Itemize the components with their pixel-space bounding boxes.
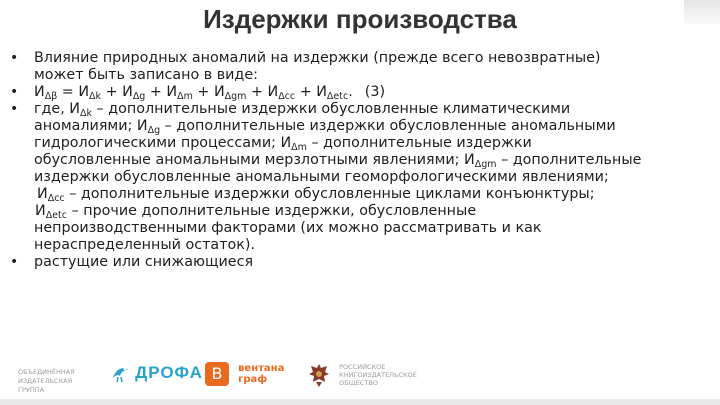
bullet-text-line: Влияние природных аномалий на издержки (прежде всего невозвратные) (34, 50, 601, 66)
drofa-bird-icon (110, 362, 130, 384)
ogi-logo: ОБЪЕДИНЁННАЯ ИЗДАТЕЛЬСКАЯ ГРУППА (18, 368, 75, 394)
rko-logo-text: РОССИЙСКОЕ КНИГОИЗДАТЕЛЬСКОЕ ОБЩЕСТВО (339, 363, 417, 387)
ventana-graf-logo (205, 362, 284, 386)
formula-subscript: Δgm (224, 91, 247, 102)
bullet-growing (10, 254, 700, 271)
formula-expression (34, 84, 353, 100)
drofa-logo-text: ДРОФА (135, 363, 203, 382)
bullet-text-line: растущие или снижающиеся (34, 254, 254, 270)
formula (34, 84, 700, 101)
formula-subscript: Δm (177, 91, 193, 102)
bullet-formula (10, 84, 700, 101)
eagle-emblem-icon (308, 362, 330, 388)
publisher-footer (0, 358, 720, 405)
formula-term: + И (246, 84, 279, 100)
ventana-logo-text: вентана граф (238, 363, 285, 385)
equation-number: (3) (364, 84, 386, 100)
formula-term: + И (145, 84, 178, 100)
bullet-dot: • (10, 254, 19, 270)
ventana-mark-icon: В (205, 362, 229, 386)
bullet-dot: • (10, 50, 19, 66)
definition-line: нераспределенный остаток). (34, 237, 256, 253)
bullet-dot: • (10, 84, 19, 100)
formula-subscript: Δk (89, 91, 102, 102)
formula-subscript: Δg (132, 91, 146, 102)
bullet-text-line: может быть записано в виде: (34, 67, 258, 83)
definition-line: непроизводственными факторами (их можно рассматривать и как (34, 220, 542, 236)
definition-line: гидрологическими процессами; $И_{\Delta m}$ – дополнительные издержки (34, 135, 532, 153)
definition-line: где, $И_{\Delta k}$ – дополнительные издержки обусловленные климатическими (34, 101, 571, 119)
formula-term: + И (192, 84, 225, 100)
definition-line: обусловленные аномальными мерзлотными явлениями; $И_{\Delta gm}$ – дополнительные (34, 152, 642, 170)
slide-title: Издержки производства (203, 4, 517, 34)
definition-line: $И_{\Delta cc}$ – дополнительные издержки обусловленные циклами конъюнктуры; (37, 186, 595, 204)
definition-line: аномалиями; $И_{\Delta g}$ – дополнительные издержки обусловленные аномальными (34, 118, 616, 136)
bullet-dot: • (10, 101, 19, 117)
bottom-bar (0, 399, 720, 405)
formula-term: И (34, 84, 45, 100)
formula-subscript: Δetc (326, 91, 349, 102)
formula-term: . (348, 84, 353, 100)
definition-line: издержки обусловленные аномальными геоморфологическими явлениями; (34, 169, 609, 185)
drofa-logo (110, 362, 203, 384)
formula-term: + И (295, 84, 327, 100)
formula-subscript: Δcc (278, 91, 296, 102)
definition-line: $И_{\Delta etc}$ – прочие дополнительные издержки, обусловленные (35, 203, 477, 221)
bullet-influence (10, 50, 700, 84)
formula-term: + И (101, 84, 133, 100)
bullet-definitions (10, 101, 700, 186)
formula-term: = И (57, 84, 90, 100)
formula-subscript: Δβ (44, 91, 58, 102)
rko-logo (308, 362, 417, 388)
slide-body (10, 50, 700, 271)
